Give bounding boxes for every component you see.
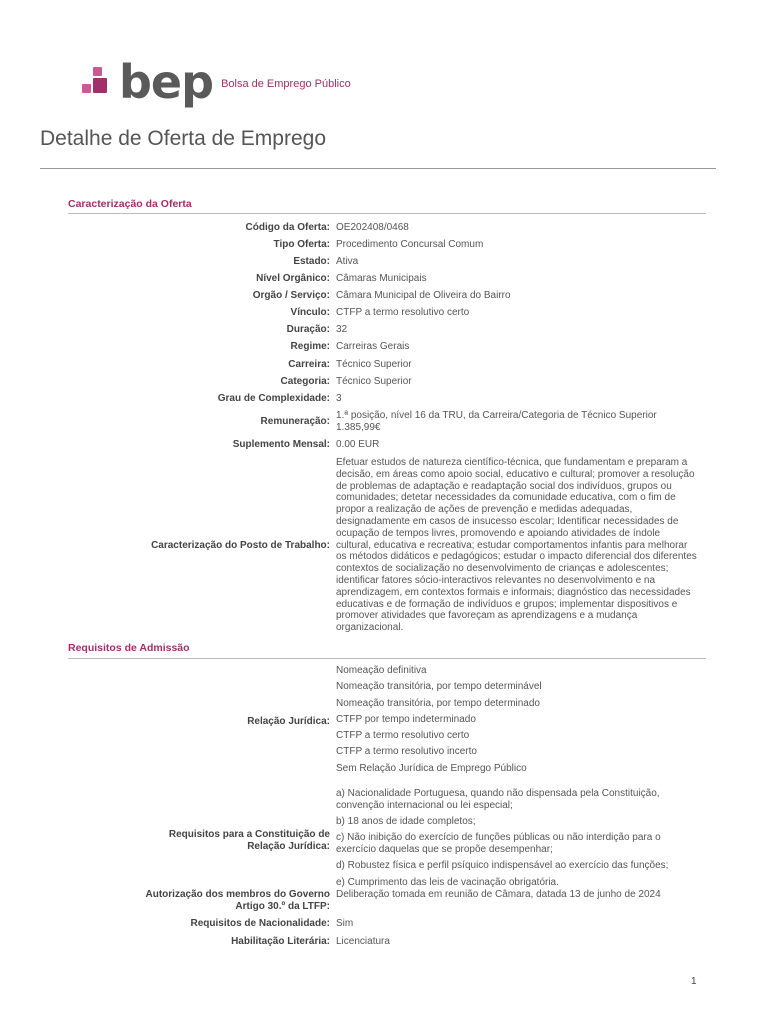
field-nacionalidade xyxy=(68,918,714,930)
field-value: Deliberação tomada em reunião de Câmara, datada 13 de junho de 2024 xyxy=(336,889,661,900)
relacao-item: Nomeação definitiva xyxy=(336,665,427,676)
relacao-item: CTFP a termo resolutivo certo xyxy=(336,730,470,742)
field-value: Técnico Superior xyxy=(336,359,412,370)
field-value: Sim xyxy=(336,918,354,929)
field-label: Orgão / Serviço: xyxy=(252,290,330,301)
field-carreira xyxy=(68,359,714,371)
field-value: Ativa xyxy=(336,256,359,267)
field-value: 3 xyxy=(336,393,342,404)
field-value: Licenciatura xyxy=(336,936,390,947)
section-divider xyxy=(68,213,706,214)
field-autorizacao xyxy=(68,889,714,913)
field-constituicao xyxy=(68,788,714,893)
field-label: Carreira: xyxy=(288,359,330,370)
field-value: Técnico Superior xyxy=(336,376,412,387)
relacao-item: CTFP a termo resolutivo incerto xyxy=(336,746,477,758)
field-nivel xyxy=(68,273,714,285)
constituicao-item xyxy=(336,816,714,828)
remuneracao-amount: 1.385,99€ xyxy=(336,421,381,433)
field-value: Carreiras Gerais xyxy=(336,341,410,352)
posto-line: aprendizagem, em contextos formais e informais; diagnóstico das necessidades xyxy=(336,586,691,598)
constituicao-item-line: c) Não inibição do exercício de funções públicas ou não interdição para o xyxy=(336,832,661,844)
field-label: Duração: xyxy=(286,324,330,335)
field-estado xyxy=(68,256,714,268)
posto-line: organizacional. xyxy=(336,622,404,634)
posto-line: educativas e de formação de indivíduos e grupos; implementar dispositivos e xyxy=(336,598,678,610)
constituicao-item-line: b) 18 anos de idade completos; xyxy=(336,816,476,828)
field-value: 32 xyxy=(336,324,348,335)
relacao-item: Nomeação transitória, por tempo determinado xyxy=(336,697,540,709)
field-value: Câmara Municipal de Oliveira do Bairro xyxy=(336,290,511,301)
posto-line: cultural, educativa e recreativa; estudar comportamentos infantis para melhorar xyxy=(336,539,688,551)
logo-word: bep xyxy=(119,55,214,109)
field-vinculo xyxy=(68,307,714,319)
page-title: Detalhe de Oferta de Emprego xyxy=(40,127,327,150)
field-label: Habilitação Literária: xyxy=(231,936,330,947)
logo-squares-icon xyxy=(82,67,115,100)
posto-line: identificar fatores sócio-interactivos relevantes no desenvolvimento e na xyxy=(336,574,656,586)
field-value xyxy=(336,410,714,434)
autorizacao-label-line: Artigo 30.º da LTFP: xyxy=(235,900,330,912)
field-suplemento xyxy=(68,439,714,451)
constituicao-label-line: Requisitos para a Constituição de xyxy=(168,828,330,840)
constituicao-list xyxy=(336,788,714,893)
posto-line: propor a realização de ações de prevenção e medidas adequadas, xyxy=(336,504,633,516)
relacao-item: Nomeação transitória, por tempo determinável xyxy=(336,681,542,693)
constituicao-item-line: convenção internacional ou lei especial; xyxy=(336,799,513,811)
field-value: CTFP a termo resolutivo certo xyxy=(336,307,470,318)
field-grau xyxy=(68,393,714,405)
field-label: Tipo Oferta: xyxy=(273,239,330,250)
relacao-item: Sem Relação Jurídica de Emprego Público xyxy=(336,762,527,774)
field-value: OE202408/0468 xyxy=(336,222,409,233)
constituicao-item-line: a) Nacionalidade Portuguesa, quando não dispensada pela Constituição, xyxy=(336,788,660,799)
field-label: Caracterização do Posto de Trabalho: xyxy=(151,539,330,551)
field-label: Nível Orgânico: xyxy=(256,273,330,284)
posto-line: Efetuar estudos de natureza científico-técnica, que fundamentam e preparam a xyxy=(336,457,688,468)
field-label: Regime: xyxy=(290,341,330,352)
posto-line: ocupação de tempos livres, promovendo e apoiando atividades de índole xyxy=(336,527,661,539)
field-label xyxy=(68,889,336,913)
field-label: Estado: xyxy=(293,256,330,267)
field-label: Suplemento Mensal: xyxy=(232,439,330,450)
constituicao-item-line: e) Cumprimento das leis de vacinação obrigatória. xyxy=(336,876,559,888)
field-habilitacao xyxy=(68,936,714,948)
posto-line: contextos de socialização no desenvolvimento de crianças e adolescentes; xyxy=(336,563,669,575)
page-number: 1 xyxy=(691,976,697,987)
bep-logo xyxy=(82,55,351,109)
constituicao-item xyxy=(336,860,714,872)
field-relacao xyxy=(68,665,714,779)
field-duracao xyxy=(68,324,714,336)
logo-subtitle: Bolsa de Emprego Público xyxy=(221,78,351,90)
field-label: Remuneração: xyxy=(260,415,330,427)
posto-line: decisão, em áreas como apoio social, educativo e cultural; promover a resolução xyxy=(336,468,695,480)
constituicao-item xyxy=(336,788,714,812)
title-divider xyxy=(40,168,716,169)
field-value: Procedimento Concursal Comum xyxy=(336,239,484,250)
field-tipo xyxy=(68,239,714,251)
field-label xyxy=(68,788,336,893)
autorizacao-label-line: Autorização dos membros do Governo xyxy=(145,889,330,900)
field-label: Vínculo: xyxy=(290,307,330,318)
remuneracao-line: 1.ª posição, nível 16 da TRU, da Carreira/Categoria de Técnico Superior xyxy=(336,410,657,421)
posto-line: de problemas de adaptação e readaptação social dos indivíduos, grupos ou xyxy=(336,480,672,492)
field-codigo xyxy=(68,222,714,234)
relacao-list xyxy=(336,665,714,779)
posto-line: designadamente em casos de insucesso escolar; Identificar necessidades de xyxy=(336,515,679,527)
field-label: Relação Jurídica: xyxy=(247,716,330,728)
constituicao-label-line: Relação Jurídica: xyxy=(247,840,330,852)
field-label: Grau de Complexidade: xyxy=(217,393,330,404)
field-posto xyxy=(68,457,714,634)
section-title-caracterizacao: Caracterização da Oferta xyxy=(68,198,192,210)
field-label: Categoria: xyxy=(280,376,330,387)
field-remuneracao xyxy=(68,410,714,434)
constituicao-item-line: exercício daquelas que se propõe desempenhar; xyxy=(336,844,553,856)
field-orgao xyxy=(68,290,714,302)
field-value: Câmaras Municipais xyxy=(336,273,427,284)
field-categoria xyxy=(68,376,714,388)
posto-line: os métodos didáticos e pedagógicos; estudar o impacto diferencial dos diferentes xyxy=(336,551,697,563)
field-label: Código da Oferta: xyxy=(245,222,330,233)
field-label: Requisitos de Nacionalidade: xyxy=(190,918,330,929)
field-regime xyxy=(68,341,714,353)
posto-description xyxy=(336,457,714,634)
constituicao-item xyxy=(336,832,714,856)
relacao-item: CTFP por tempo indeterminado xyxy=(336,713,476,725)
posto-line: promover atividades que favoreçam as aprendizagens e a mudança xyxy=(336,610,638,622)
constituicao-item xyxy=(336,877,714,889)
constituicao-item-line: d) Robustez física e perfil psíquico indispensável ao exercício das funções; xyxy=(336,860,669,872)
field-value: 0.00 EUR xyxy=(336,439,380,450)
section-divider xyxy=(68,658,706,659)
section-title-requisitos: Requisitos de Admissão xyxy=(68,642,190,654)
posto-line: comunidades; detetar necessidades da comunidade educativa, com o fim de xyxy=(336,492,676,504)
